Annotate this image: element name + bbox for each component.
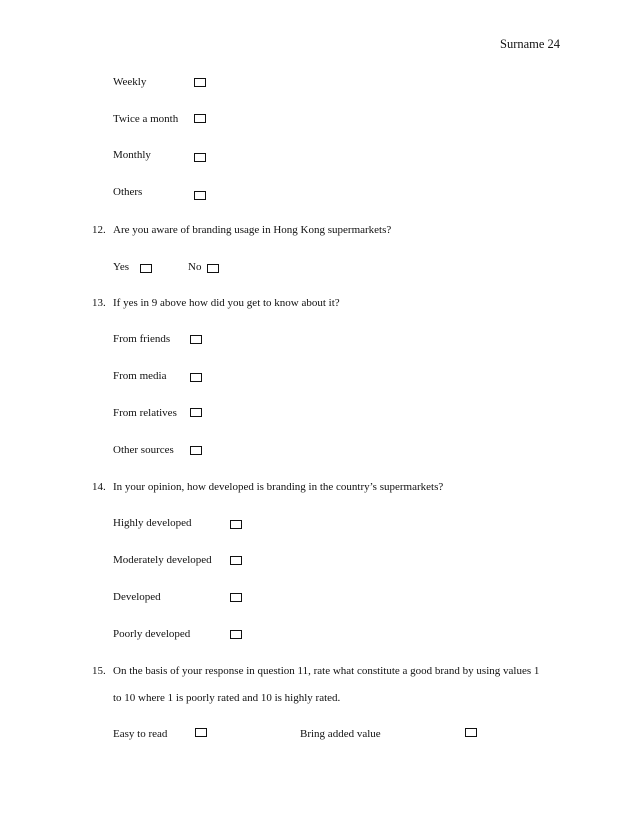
q11-option-weekly-checkbox[interactable] bbox=[194, 78, 206, 87]
q11-option-others-checkbox[interactable] bbox=[194, 191, 206, 200]
q11-option-others-label: Others bbox=[113, 186, 143, 198]
q13-option-friends-label: From friends bbox=[113, 333, 171, 345]
q15-option-added-value-label: Bring added value bbox=[300, 728, 381, 740]
q11-option-weekly-label: Weekly bbox=[113, 76, 147, 88]
q11-option-twice-a-month-checkbox[interactable] bbox=[194, 114, 206, 123]
q15-option-added-value-checkbox[interactable] bbox=[465, 728, 477, 737]
q11-option-monthly-label: Monthly bbox=[113, 149, 151, 161]
q11-option-twice-a-month-label: Twice a month bbox=[113, 113, 179, 125]
q15-question-text-line2: to 10 where 1 is poorly rated and 10 is highly rated. bbox=[113, 692, 341, 704]
q14-option-developed-checkbox[interactable] bbox=[230, 593, 242, 602]
q14-option-poorly-developed-label: Poorly developed bbox=[113, 628, 191, 640]
q13-option-relatives-checkbox[interactable] bbox=[190, 408, 202, 417]
q14-question-text: In your opinion, how developed is branding in the country’s supermarkets? bbox=[113, 481, 444, 493]
q14-option-highly-developed-checkbox[interactable] bbox=[230, 520, 242, 529]
q11-option-monthly-checkbox[interactable] bbox=[194, 153, 206, 162]
q12-question-text: Are you aware of branding usage in Hong Kong supermarkets? bbox=[113, 224, 392, 236]
q15-option-easy-to-read-checkbox[interactable] bbox=[195, 728, 207, 737]
q13-question-text: If yes in 9 above how did you get to know about it? bbox=[113, 297, 340, 309]
q13-option-media-checkbox[interactable] bbox=[190, 373, 202, 382]
q13-option-relatives-label: From relatives bbox=[113, 407, 177, 419]
q12-no-label: No bbox=[188, 261, 202, 273]
q14-option-developed-label: Developed bbox=[113, 591, 161, 603]
q14-number: 14. bbox=[92, 481, 106, 493]
page-header-surname: Surname 24 bbox=[500, 37, 561, 51]
q14-option-poorly-developed-checkbox[interactable] bbox=[230, 630, 242, 639]
q12-yes-checkbox[interactable] bbox=[140, 264, 152, 273]
q13-option-other-sources-label: Other sources bbox=[113, 444, 174, 456]
q12-number: 12. bbox=[92, 224, 106, 236]
q13-option-other-sources-checkbox[interactable] bbox=[190, 446, 202, 455]
q15-option-easy-to-read-label: Easy to read bbox=[113, 728, 168, 740]
q14-option-highly-developed-label: Highly developed bbox=[113, 517, 192, 529]
q14-option-moderately-developed-checkbox[interactable] bbox=[230, 556, 242, 565]
q13-number: 13. bbox=[92, 297, 106, 309]
q15-number: 15. bbox=[92, 665, 106, 677]
q14-option-moderately-developed-label: Moderately developed bbox=[113, 554, 212, 566]
q12-yes-label: Yes bbox=[113, 261, 130, 273]
q13-option-friends-checkbox[interactable] bbox=[190, 335, 202, 344]
q13-option-media-label: From media bbox=[113, 370, 167, 382]
q15-question-text-line1: On the basis of your response in question 11, rate what constitute a good brand by using values 1 bbox=[113, 665, 540, 677]
q12-no-checkbox[interactable] bbox=[207, 264, 219, 273]
